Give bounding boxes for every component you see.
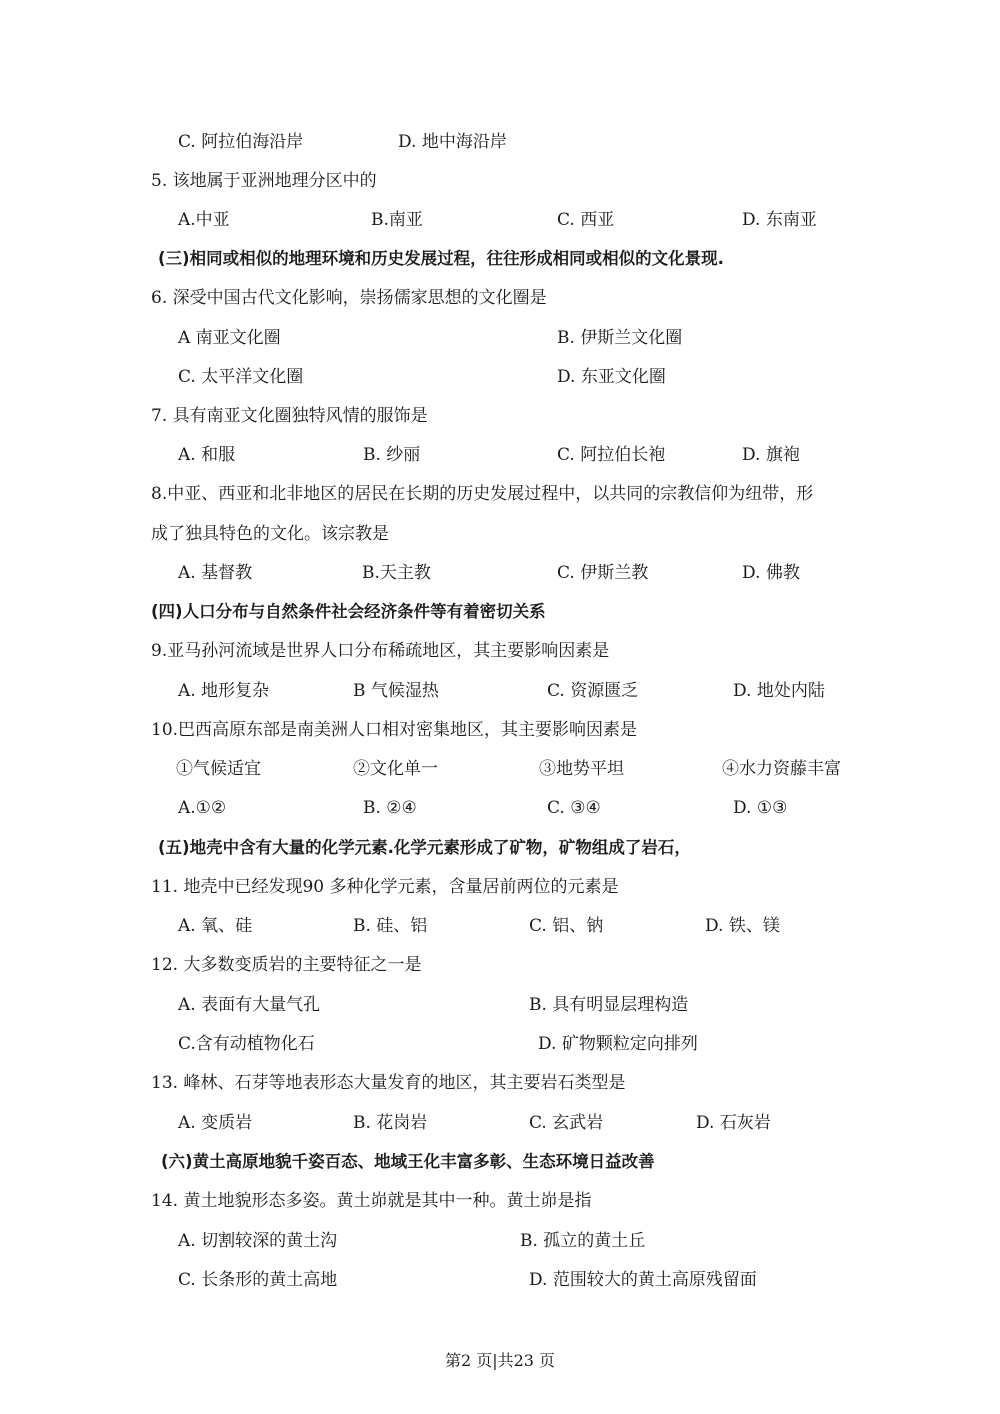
q13-stem: 13. 峰林、石芽等地表形态大量发育的地区，其主要岩石类型是 bbox=[151, 1073, 626, 1093]
q10-stem: 10.巴西高原东部是南美洲人口相对密集地区，其主要影响因素是 bbox=[151, 720, 638, 740]
q7-option-a: A. 和服 bbox=[178, 445, 236, 465]
q13-option-a: A. 变质岩 bbox=[178, 1113, 253, 1133]
q14-option-d: D. 范围较大的黄土高原残留面 bbox=[529, 1270, 757, 1290]
q11-option-c: C. 铝、钠 bbox=[529, 916, 604, 936]
q6-option-c: C. 太平洋文化圈 bbox=[178, 367, 304, 387]
q7-option-c: C. 阿拉伯长袍 bbox=[557, 445, 666, 465]
section-3-heading: (三)相同或相似的地理环境和历史发展过程，往往形成相同或相似的文化景现. bbox=[158, 249, 724, 268]
page-footer: 第2 页|共23 页 bbox=[444, 1351, 556, 1370]
q9-option-c: C. 资源匮乏 bbox=[547, 681, 639, 701]
q12-option-d: D. 矿物颗粒定向排列 bbox=[538, 1034, 698, 1054]
q10-option-b: B. ②④ bbox=[363, 798, 417, 818]
q8-option-d: D. 佛教 bbox=[742, 563, 800, 583]
q10-item-1: ①气候适宜 bbox=[176, 759, 261, 779]
q9-option-b: B 气候湿热 bbox=[353, 681, 439, 701]
q5-option-b: B.南亚 bbox=[371, 210, 423, 230]
q10-option-c: C. ③④ bbox=[547, 798, 601, 818]
section-4-heading: (四)人口分布与自然条件社会经济条件等有着密切关系 bbox=[151, 602, 546, 621]
q12-option-b: B. 具有明显层理构造 bbox=[529, 995, 689, 1015]
q13-option-d: D. 石灰岩 bbox=[696, 1113, 771, 1133]
q10-item-3: ③地势平坦 bbox=[539, 759, 624, 779]
q11-stem: 11. 地壳中已经发现90 多种化学元素，含量居前两位的元素是 bbox=[151, 877, 619, 897]
q7-option-d: D. 旗袍 bbox=[742, 445, 800, 465]
q14-option-b: B. 孤立的黄土丘 bbox=[520, 1231, 646, 1251]
q12-option-a: A. 表面有大量气孔 bbox=[178, 995, 321, 1015]
q13-option-c: C. 玄武岩 bbox=[529, 1113, 604, 1133]
q9-option-a: A. 地形复杂 bbox=[178, 681, 270, 701]
section-6-heading: (六)黄土高原地貌千姿百态、地域王化丰富多彰、生态环境日益改善 bbox=[161, 1152, 655, 1171]
q5-option-d: D. 东南亚 bbox=[742, 210, 817, 230]
q5-option-c: C. 西亚 bbox=[557, 210, 615, 230]
section-5-heading: (五)地壳中含有大量的化学元素.化学元素形成了矿物，矿物组成了岩石， bbox=[158, 838, 691, 857]
q4-option-d: D. 地中海沿岸 bbox=[398, 132, 507, 152]
q9-stem: 9.亚马孙河流域是世界人口分布稀疏地区，其主要影响因素是 bbox=[151, 641, 610, 661]
q4-option-c: C. 阿拉伯海沿岸 bbox=[178, 132, 304, 152]
q10-item-2: ②文化单一 bbox=[353, 759, 438, 779]
q8-stem-line-2: 成了独具特色的文化。该宗教是 bbox=[151, 524, 389, 544]
q9-option-d: D. 地处内陆 bbox=[733, 681, 825, 701]
q11-option-b: B. 硅、铝 bbox=[353, 916, 428, 936]
q11-option-a: A. 氧、硅 bbox=[178, 916, 253, 936]
q12-stem: 12. 大多数变质岩的主要特征之一是 bbox=[151, 955, 422, 975]
q6-option-d: D. 东亚文化圈 bbox=[557, 367, 666, 387]
q10-item-4: ④水力资藤丰富 bbox=[722, 759, 841, 779]
q7-option-b: B. 纱丽 bbox=[363, 445, 421, 465]
q14-option-a: A. 切割较深的黄土沟 bbox=[178, 1231, 338, 1251]
q14-option-c: C. 长条形的黄土高地 bbox=[178, 1270, 338, 1290]
q14-stem: 14. 黄土地貌形态多姿。黄土峁就是其中一种。黄土峁是指 bbox=[151, 1191, 592, 1211]
q6-option-b: B. 伊斯兰文化圈 bbox=[557, 328, 683, 348]
q8-stem-line-1: 8.中亚、西亚和北非地区的居民在长期的历史发展过程中，以共同的宗教信仰为纽带，形 bbox=[151, 484, 814, 504]
q8-option-c: C. 伊斯兰教 bbox=[557, 563, 649, 583]
q10-option-a: A.①② bbox=[178, 798, 227, 818]
q10-option-d: D. ①③ bbox=[733, 798, 788, 818]
q6-stem: 6. 深受中国古代文化影响，崇扬儒家思想的文化圈是 bbox=[151, 288, 547, 308]
q8-option-a: A. 基督教 bbox=[178, 563, 253, 583]
q5-option-a: A.中亚 bbox=[178, 210, 230, 230]
q12-option-c: C.含有动植物化石 bbox=[178, 1034, 315, 1054]
q7-stem: 7. 具有南亚文化圈独特风情的服饰是 bbox=[151, 406, 428, 426]
q8-option-b: B.天主教 bbox=[362, 563, 431, 583]
q5-stem: 5. 该地属于亚洲地理分区中的 bbox=[151, 171, 377, 191]
q6-option-a: A 南亚文化圈 bbox=[178, 328, 281, 348]
q11-option-d: D. 铁、镁 bbox=[705, 916, 780, 936]
q13-option-b: B. 花岗岩 bbox=[353, 1113, 428, 1133]
